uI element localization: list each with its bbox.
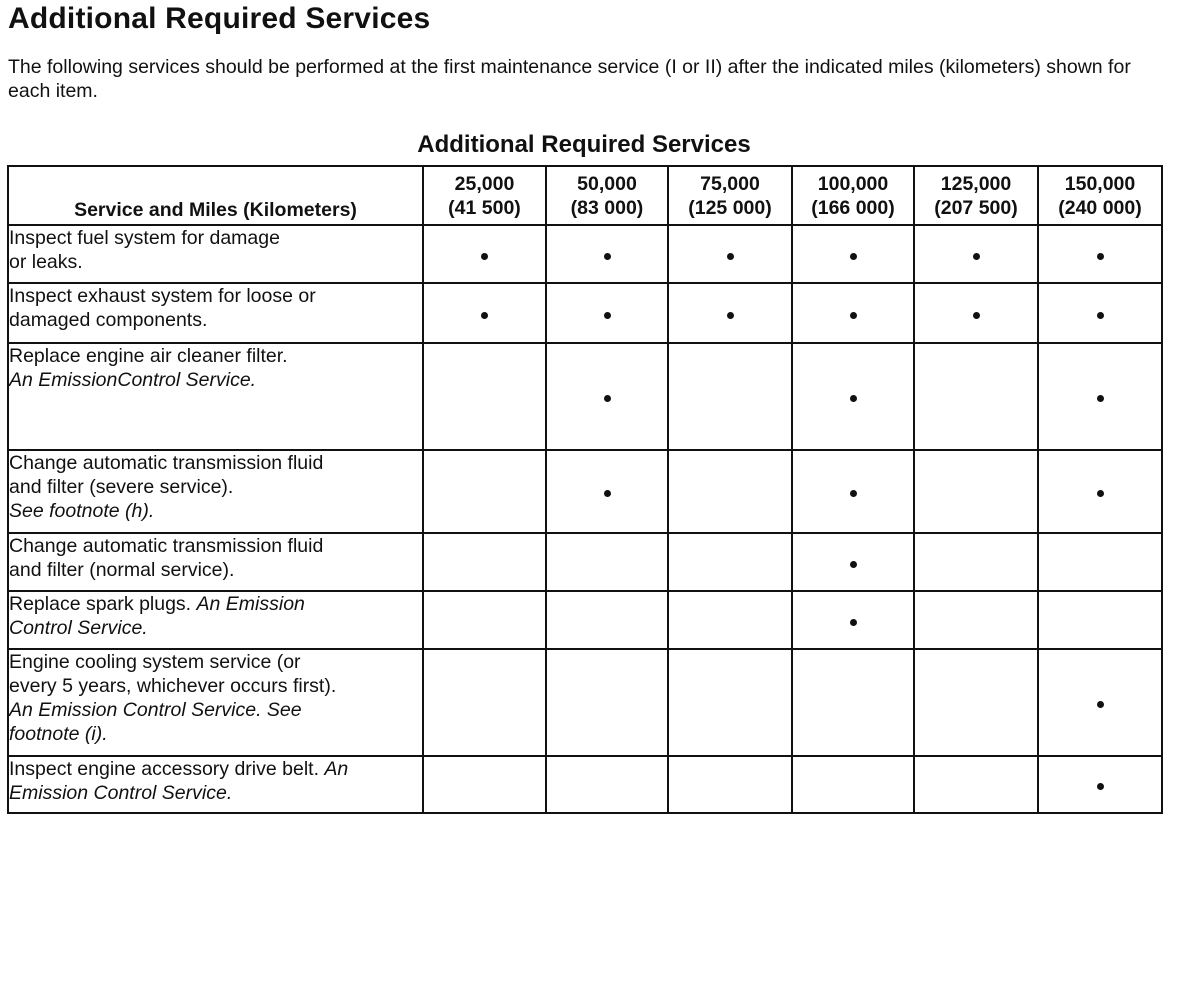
interval-header: [668, 166, 792, 225]
bullet-icon: [1097, 395, 1104, 402]
interval-cell: [792, 533, 914, 591]
service-description: [8, 225, 423, 283]
bullet-icon: [1097, 253, 1104, 260]
bullet-icon: [604, 253, 611, 260]
service-text: Inspect engine accessory drive belt.: [9, 758, 325, 780]
interval-cell: [546, 343, 668, 450]
table-row: [8, 450, 1162, 533]
interval-cell: [792, 343, 914, 450]
interval-cell: [1038, 283, 1162, 343]
interval-km: (240 000): [1058, 196, 1142, 219]
interval-cell: [668, 225, 792, 283]
emission-note: An Emission Control Service.: [9, 758, 349, 804]
service-text: Inspect exhaust system for loose or damaged components.: [9, 285, 316, 331]
interval-miles: 125,000: [940, 172, 1012, 195]
interval-cell: [668, 283, 792, 343]
interval-miles: 150,000: [1064, 172, 1136, 195]
interval-km: (41 500): [448, 196, 521, 219]
interval-cell: [423, 283, 546, 343]
interval-cell: [1038, 533, 1162, 591]
bullet-icon: [604, 490, 611, 497]
service-description: [8, 283, 423, 343]
interval-miles: 50,000: [577, 172, 637, 195]
bullet-icon: [850, 619, 857, 626]
interval-cell: [1038, 591, 1162, 649]
interval-header: [546, 166, 668, 225]
interval-cell: [792, 450, 914, 533]
bullet-icon: [850, 561, 857, 568]
page-title: Additional Required Services: [8, 2, 431, 35]
interval-cell: [792, 283, 914, 343]
table-row: [8, 225, 1162, 283]
bullet-icon: [727, 253, 734, 260]
bullet-icon: [850, 253, 857, 260]
service-description: [8, 649, 423, 756]
bullet-icon: [727, 312, 734, 319]
table-row: [8, 591, 1162, 649]
service-text: Replace engine air cleaner filter.: [9, 345, 288, 367]
interval-cell: [423, 450, 546, 533]
interval-cell: [1038, 450, 1162, 533]
interval-cell: [792, 649, 914, 756]
bullet-icon: [604, 395, 611, 402]
service-text: Change automatic transmission fluid and filter (normal service).: [9, 535, 324, 581]
services-table: [7, 165, 1163, 814]
bullet-icon: [850, 312, 857, 319]
interval-cell: [914, 343, 1038, 450]
interval-cell: [668, 450, 792, 533]
interval-cell: [914, 533, 1038, 591]
interval-cell: [546, 283, 668, 343]
interval-cell: [423, 533, 546, 591]
interval-header: [1038, 166, 1162, 225]
interval-miles: 100,000: [817, 172, 889, 195]
interval-cell: [1038, 756, 1162, 813]
bullet-icon: [481, 253, 488, 260]
interval-cell: [792, 591, 914, 649]
bullet-icon: [481, 312, 488, 319]
service-column-header: Service and Miles (Kilometers): [8, 166, 423, 225]
interval-cell: [914, 450, 1038, 533]
emission-note: An Emission Control Service. See footnote (i).: [9, 699, 302, 745]
bullet-icon: [973, 312, 980, 319]
bullet-icon: [850, 490, 857, 497]
table-header-row: [8, 166, 1162, 225]
service-text: Replace spark plugs.: [9, 593, 197, 615]
interval-cell: [914, 756, 1038, 813]
interval-km: (166 000): [811, 196, 895, 219]
interval-header: [914, 166, 1038, 225]
table-title: Additional Required Services: [417, 131, 751, 158]
interval-cell: [423, 343, 546, 450]
service-description: [8, 533, 423, 591]
service-description: [8, 450, 423, 533]
interval-cell: [668, 649, 792, 756]
bullet-icon: [1097, 701, 1104, 708]
interval-cell: [1038, 225, 1162, 283]
table-row: [8, 649, 1162, 756]
interval-cell: [668, 756, 792, 813]
interval-header: [792, 166, 914, 225]
bullet-icon: [604, 312, 611, 319]
interval-cell: [423, 225, 546, 283]
service-description: [8, 591, 423, 649]
interval-cell: [1038, 343, 1162, 450]
interval-km: (83 000): [570, 196, 644, 219]
interval-cell: [668, 343, 792, 450]
interval-cell: [668, 533, 792, 591]
table-row: [8, 756, 1162, 813]
interval-cell: [668, 591, 792, 649]
bullet-icon: [850, 395, 857, 402]
interval-cell: [546, 225, 668, 283]
table-row: [8, 533, 1162, 591]
bullet-icon: [1097, 312, 1104, 319]
interval-miles: 25,000: [454, 172, 515, 195]
emission-note: An EmissionControl Service.: [9, 369, 257, 391]
interval-cell: [792, 225, 914, 283]
table-row: [8, 283, 1162, 343]
service-text: Change automatic transmission fluid and filter (severe service).: [9, 452, 324, 498]
interval-cell: [914, 225, 1038, 283]
interval-cell: [423, 649, 546, 756]
interval-cell: [546, 756, 668, 813]
interval-cell: [546, 591, 668, 649]
bullet-icon: [1097, 490, 1104, 497]
interval-cell: [914, 649, 1038, 756]
intro-paragraph: The following services should be performed at the first maintenance service (I or II) after the indicated miles (kilometers) shown for each item.: [8, 56, 1131, 102]
interval-cell: [546, 649, 668, 756]
interval-miles: 75,000: [700, 172, 760, 195]
bullet-icon: [973, 253, 980, 260]
interval-cell: [423, 591, 546, 649]
interval-header: [423, 166, 546, 225]
interval-cell: [423, 756, 546, 813]
emission-note: See footnote (h).: [9, 500, 155, 522]
interval-km: (125 000): [688, 196, 772, 219]
service-text: Engine cooling system service (or every 5 years, whichever occurs first).: [9, 651, 337, 697]
interval-cell: [546, 533, 668, 591]
interval-cell: [1038, 649, 1162, 756]
service-description: [8, 343, 423, 450]
service-text: Inspect fuel system for damage or leaks.: [9, 227, 280, 273]
table-row: [8, 343, 1162, 450]
service-description: [8, 756, 423, 813]
interval-cell: [792, 756, 914, 813]
interval-km: (207 500): [934, 196, 1018, 219]
emission-note: An Emission Control Service.: [9, 593, 305, 639]
bullet-icon: [1097, 783, 1104, 790]
interval-cell: [914, 283, 1038, 343]
interval-cell: [546, 450, 668, 533]
table-body: [8, 225, 1162, 813]
interval-cell: [914, 591, 1038, 649]
